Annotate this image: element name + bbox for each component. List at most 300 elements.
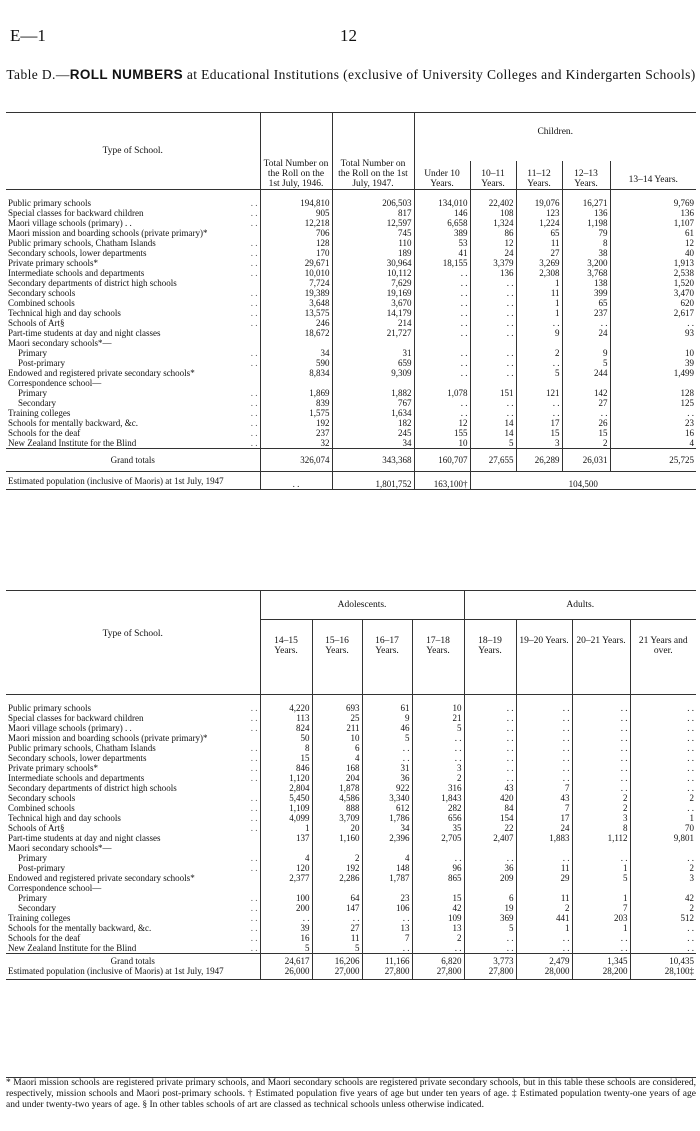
- row-label: [6, 743, 260, 753]
- table-row: [6, 803, 696, 813]
- table-title: [6, 66, 696, 83]
- table-cell: . .: [414, 268, 470, 278]
- table-cell: 113: [260, 713, 312, 723]
- table-cell: 420: [464, 793, 516, 803]
- row-label: [6, 883, 260, 893]
- table-cell: 888: [312, 803, 362, 813]
- table-cell: 2: [412, 773, 464, 783]
- table-cell: 2: [572, 803, 630, 813]
- leader-dots: . .: [250, 902, 258, 913]
- table-cell: 123: [516, 208, 562, 218]
- table-cell: 14: [470, 418, 516, 428]
- table-cell: 25: [312, 713, 362, 723]
- row-label: [6, 298, 260, 308]
- table-cell: . .: [516, 408, 562, 418]
- row-label: [6, 833, 260, 843]
- col-header: 11–12 Years.: [516, 161, 562, 190]
- table-cell: [630, 843, 696, 853]
- table-cell: 316: [412, 783, 464, 793]
- table-cell: 29: [516, 873, 572, 883]
- table-cell: . .: [414, 328, 470, 338]
- row-label-text: Public primary schools, Chatham Islands: [8, 237, 156, 248]
- table-row: [6, 823, 696, 833]
- table-cell: 20: [312, 823, 362, 833]
- table-cell: . .: [516, 933, 572, 943]
- table-cell: 134,010: [414, 190, 470, 208]
- table-cell: 137: [260, 833, 312, 843]
- table-cell: . .: [516, 943, 572, 954]
- col-header: 19–20 Years.: [516, 620, 572, 695]
- table-row: [6, 248, 696, 258]
- table-cell: 2,538: [610, 268, 696, 278]
- row-label-text: Maori village schools (primary) . .: [8, 722, 132, 733]
- row-label-text: Post-primary: [18, 862, 65, 873]
- estimated-population-row: [6, 966, 696, 980]
- leader-dots: . .: [250, 267, 258, 278]
- table-cell: 2: [516, 903, 572, 913]
- table-cell: [362, 843, 412, 853]
- table-cell: 155: [414, 428, 470, 438]
- table-cell: 21,727: [332, 328, 414, 338]
- table-cell: . .: [362, 913, 412, 923]
- grand-total-cell: 326,074: [260, 448, 332, 471]
- table-cell: 93: [610, 328, 696, 338]
- table-row: [6, 428, 696, 438]
- leader-dots: . .: [250, 247, 258, 258]
- table-cell: 18,155: [414, 258, 470, 268]
- row-label-text: Secondary departments of district high schools: [8, 277, 177, 288]
- table-cell: 237: [260, 428, 332, 438]
- table-cell: 15: [260, 753, 312, 763]
- row-label-text: Maori village schools (primary) . .: [8, 217, 132, 228]
- row-label-text: Primary: [18, 852, 47, 863]
- table-cell: . .: [630, 695, 696, 713]
- table-cell: 16: [260, 933, 312, 943]
- table-cell: 3,768: [562, 268, 610, 278]
- table-cell: . .: [414, 298, 470, 308]
- table-cell: . .: [630, 743, 696, 753]
- table-cell: 1: [516, 923, 572, 933]
- table-row: [6, 218, 696, 228]
- table-cell: 6,658: [414, 218, 470, 228]
- table-cell: 7: [362, 933, 412, 943]
- table-cell: 7: [516, 803, 572, 813]
- table-cell: [414, 338, 470, 348]
- row-label-text: Secondary: [18, 902, 56, 913]
- table-cell: . .: [362, 943, 412, 954]
- row-label: [6, 318, 260, 328]
- table-cell: 203: [572, 913, 630, 923]
- table-row: [6, 913, 696, 923]
- row-label-text: Private primary schools*: [8, 257, 98, 268]
- table-cell: 8: [562, 238, 610, 248]
- row-label: [6, 398, 260, 408]
- table-cell: 7,724: [260, 278, 332, 288]
- table-cell: 846: [260, 763, 312, 773]
- table-cell: 10: [412, 695, 464, 713]
- row-label-text: New Zealand Institute for the Blind: [8, 437, 137, 448]
- row-label: [6, 893, 260, 903]
- grand-total-cell: 3,773: [464, 953, 516, 966]
- table-cell: 189: [332, 248, 414, 258]
- table-cell: . .: [464, 695, 516, 713]
- col-header: 14–15 Years.: [260, 620, 312, 695]
- row-label-text: Public primary schools: [8, 702, 91, 713]
- table-cell: 43: [464, 783, 516, 793]
- roll-table-adolescents-adults: [6, 590, 696, 980]
- row-label-text: Maori mission and boarding schools (private primary)*: [8, 732, 208, 743]
- table-cell: 9: [362, 713, 412, 723]
- table-cell: 30,964: [332, 258, 414, 268]
- table-cell: 5: [470, 438, 516, 449]
- table-cell: [332, 378, 414, 388]
- leader-dots: . .: [250, 387, 258, 398]
- table-cell: 3: [412, 763, 464, 773]
- estimated-population-label: Estimated population (inclusive of Maoris) at 1st July, 1947: [8, 475, 224, 486]
- table-cell: [516, 338, 562, 348]
- row-label-text: Maori secondary schools*—: [8, 842, 112, 853]
- table-cell: 282: [412, 803, 464, 813]
- table-cell: 11: [312, 933, 362, 943]
- table-cell: 22: [464, 823, 516, 833]
- grand-total-cell: 26,289: [516, 448, 562, 471]
- table-cell: 922: [362, 783, 412, 793]
- row-label: [6, 723, 260, 733]
- table-cell: 61: [610, 228, 696, 238]
- table-cell: 147: [312, 903, 362, 913]
- table-row: [6, 783, 696, 793]
- type-of-school-header: Type of School.: [102, 146, 163, 156]
- table-row: [6, 338, 696, 348]
- table-cell: [610, 338, 696, 348]
- row-label: [6, 923, 260, 933]
- table-cell: 1,107: [610, 218, 696, 228]
- grand-totals-row: [6, 448, 696, 471]
- grand-totals-label: Grand totals: [110, 956, 155, 966]
- leader-dots: . .: [250, 702, 258, 713]
- table-row: [6, 348, 696, 358]
- row-label: [6, 428, 260, 438]
- row-label-text: Public primary schools: [8, 197, 91, 208]
- table-cell: 16,271: [562, 190, 610, 208]
- table-cell: . .: [470, 308, 516, 318]
- table-cell: . .: [630, 853, 696, 863]
- row-label-text: Correspondence school—: [8, 377, 102, 388]
- table-row: [6, 258, 696, 268]
- row-label-text: Special classes for backward children: [8, 712, 144, 723]
- table-cell: 214: [332, 318, 414, 328]
- row-label: [6, 358, 260, 368]
- table-cell: 824: [260, 723, 312, 733]
- table-cell: . .: [464, 753, 516, 763]
- table-row: [6, 268, 696, 278]
- table-cell: 2: [630, 903, 696, 913]
- table-cell: . .: [362, 753, 412, 763]
- table-cell: 1,120: [260, 773, 312, 783]
- table-cell: 1: [572, 893, 630, 903]
- table-cell: 11: [516, 288, 562, 298]
- leader-dots: . .: [250, 912, 258, 923]
- table-cell: . .: [516, 358, 562, 368]
- table-cell: 138: [562, 278, 610, 288]
- table-cell: . .: [516, 723, 572, 733]
- table-cell: 2,286: [312, 873, 362, 883]
- row-label-text: Combined schools: [8, 297, 75, 308]
- leader-dots: . .: [250, 407, 258, 418]
- table-cell: . .: [562, 318, 610, 328]
- row-label: [6, 863, 260, 873]
- est-population-cell: 28,000: [516, 966, 572, 980]
- table-cell: 1,869: [260, 388, 332, 398]
- col-header: Under 10 Years.: [414, 161, 470, 190]
- table-row: [6, 398, 696, 408]
- table-cell: . .: [572, 943, 630, 954]
- table-cell: 39: [610, 358, 696, 368]
- table-row: [6, 408, 696, 418]
- leader-dots: . .: [250, 287, 258, 298]
- row-label-text: Part-time students at day and night classes: [8, 327, 161, 338]
- table-cell: 24: [516, 823, 572, 833]
- table-cell: 2: [312, 853, 362, 863]
- footnotes: * Maori mission schools are registered private primary schools, and Maori secondary schools are registered private secondary schools, but in this table these schools are considered, respectively, mission schools and Maori post-primary schools. † Estimated population five years of age but under ten years of age. ‡ Estimated population twenty-one years of age and under twenty-two years of age. § In other tables schools of art are classed as technical schools unless otherwise indicated.: [6, 1078, 696, 1110]
- table-cell: 512: [630, 913, 696, 923]
- col-header: 17–18 Years.: [412, 620, 464, 695]
- row-label-text: Primary: [18, 347, 47, 358]
- table-cell: 96: [412, 863, 464, 873]
- table-cell: 3: [516, 438, 562, 449]
- table-row: [6, 933, 696, 943]
- table-cell: [516, 883, 572, 893]
- table-cell: 6: [464, 893, 516, 903]
- table-cell: 154: [464, 813, 516, 823]
- row-label-text: Endowed and registered private secondary schools*: [8, 872, 195, 883]
- table-cell: . .: [630, 783, 696, 793]
- table-cell: 19,169: [332, 288, 414, 298]
- table-row: [6, 368, 696, 378]
- table-cell: [260, 843, 312, 853]
- table-cell: [630, 883, 696, 893]
- table-row: [6, 328, 696, 338]
- table-cell: 9,769: [610, 190, 696, 208]
- table-cell: 35: [412, 823, 464, 833]
- row-label: [6, 418, 260, 428]
- row-label: [6, 368, 260, 378]
- table-cell: 3,340: [362, 793, 412, 803]
- table-cell: 1,324: [470, 218, 516, 228]
- row-label: [6, 248, 260, 258]
- row-label-text: Primary: [18, 892, 47, 903]
- table-cell: 399: [562, 288, 610, 298]
- table-cell: . .: [572, 783, 630, 793]
- leader-dots: . .: [250, 197, 258, 208]
- table-row: [6, 288, 696, 298]
- table-cell: 246: [260, 318, 332, 328]
- table-cell: [412, 843, 464, 853]
- row-label: [6, 773, 260, 783]
- table-cell: . .: [610, 318, 696, 328]
- table-cell: . .: [414, 318, 470, 328]
- table-cell: . .: [630, 943, 696, 954]
- row-label: [6, 783, 260, 793]
- row-label: [6, 695, 260, 713]
- col-header: 16–17 Years.: [362, 620, 412, 695]
- table-cell: 24: [470, 248, 516, 258]
- title-rest: at Educational Institutions (exclusive of University Colleges and Kindergarten Schools): [183, 67, 696, 82]
- table-row: [6, 843, 696, 853]
- table-cell: 21: [412, 713, 464, 723]
- table-cell: [414, 378, 470, 388]
- leader-dots: . .: [250, 852, 258, 863]
- table-cell: 13: [362, 923, 412, 933]
- table-cell: . .: [412, 743, 464, 753]
- table-cell: . .: [412, 943, 464, 954]
- table-cell: . .: [414, 368, 470, 378]
- row-label: [6, 258, 260, 268]
- table-row: [6, 238, 696, 248]
- table-cell: 7: [572, 903, 630, 913]
- row-label: [6, 228, 260, 238]
- table-cell: 4: [312, 753, 362, 763]
- table-cell: 4,586: [312, 793, 362, 803]
- row-label-text: Secondary schools, lower departments: [8, 247, 147, 258]
- table-cell: 18,672: [260, 328, 332, 338]
- table-cell: 136: [470, 268, 516, 278]
- table-cell: 13: [412, 923, 464, 933]
- table-cell: 2,804: [260, 783, 312, 793]
- table-cell: . .: [464, 763, 516, 773]
- est-population-cell: 27,800: [464, 966, 516, 980]
- table-cell: . .: [516, 753, 572, 763]
- table-cell: 693: [312, 695, 362, 713]
- table-cell: 612: [362, 803, 412, 813]
- table-cell: 237: [562, 308, 610, 318]
- table-row: [6, 228, 696, 238]
- leader-dots: . .: [250, 237, 258, 248]
- table-cell: . .: [516, 763, 572, 773]
- table-cell: 65: [562, 298, 610, 308]
- table-cell: . .: [414, 288, 470, 298]
- title-bold: ROLL NUMBERS: [69, 67, 184, 82]
- table-cell: 10: [610, 348, 696, 358]
- table-row: [6, 298, 696, 308]
- est-population-cell: 27,000: [312, 966, 362, 980]
- row-label-text: Endowed and registered private secondary schools*: [8, 367, 195, 378]
- table-cell: 19: [464, 903, 516, 913]
- table-cell: [312, 843, 362, 853]
- table-row: [6, 418, 696, 428]
- table-row: [6, 208, 696, 218]
- row-label-text: Special classes for backward children: [8, 207, 144, 218]
- table-cell: 5: [412, 723, 464, 733]
- table-cell: 5: [464, 923, 516, 933]
- row-label: [6, 763, 260, 773]
- row-label-text: Public primary schools, Chatham Islands: [8, 742, 156, 753]
- row-label: [6, 813, 260, 823]
- row-label-text: Intermediate schools and departments: [8, 772, 145, 783]
- table-cell: 1,882: [332, 388, 414, 398]
- table-cell: 27: [516, 248, 562, 258]
- table-cell: . .: [630, 923, 696, 933]
- adults-header: Adults.: [464, 591, 696, 620]
- table-cell: . .: [572, 713, 630, 723]
- total-1946-header: Total Number on the Roll on the 1st July, 1946.: [260, 113, 332, 190]
- table-cell: . .: [572, 733, 630, 743]
- table-cell: 1: [516, 308, 562, 318]
- leader-dots: . .: [250, 752, 258, 763]
- table-cell: 1,198: [562, 218, 610, 228]
- row-label: [6, 378, 260, 388]
- row-label: [6, 793, 260, 803]
- est-10-14-cell: 104,500: [470, 471, 696, 489]
- table-cell: 23: [362, 893, 412, 903]
- row-label: [6, 943, 260, 954]
- row-label: [6, 268, 260, 278]
- grand-total-cell: 10,435: [630, 953, 696, 966]
- table-cell: 5: [516, 368, 562, 378]
- table-cell: 26: [562, 418, 610, 428]
- row-label-text: Training colleges: [8, 912, 71, 923]
- grand-total-cell: 16,206: [312, 953, 362, 966]
- table-cell: 31: [332, 348, 414, 358]
- table-row: [6, 318, 696, 328]
- table-cell: 5: [312, 943, 362, 954]
- table-cell: . .: [572, 743, 630, 753]
- table-cell: 2,617: [610, 308, 696, 318]
- table-cell: . .: [470, 318, 516, 328]
- table-cell: . .: [414, 308, 470, 318]
- table-row: [6, 863, 696, 873]
- table-cell: 2: [562, 438, 610, 449]
- table-cell: 12: [470, 238, 516, 248]
- table-cell: 5,450: [260, 793, 312, 803]
- total-1947-header: Total Number on the Roll on the 1st July, 1947.: [332, 113, 414, 190]
- table-cell: . .: [464, 733, 516, 743]
- est-under10-cell: 163,100†: [414, 471, 470, 489]
- leader-dots: . .: [250, 862, 258, 873]
- leader-dots: . .: [250, 942, 258, 953]
- table-cell: . .: [470, 368, 516, 378]
- table-cell: 14,179: [332, 308, 414, 318]
- table-cell: 244: [562, 368, 610, 378]
- grand-total-cell: 27,655: [470, 448, 516, 471]
- table-cell: 706: [260, 228, 332, 238]
- table-cell: 1,843: [412, 793, 464, 803]
- table-cell: 4,220: [260, 695, 312, 713]
- leader-dots: . .: [250, 297, 258, 308]
- table-cell: 389: [414, 228, 470, 238]
- table-cell: 27: [312, 923, 362, 933]
- table-cell: 5: [362, 733, 412, 743]
- table-cell: 1,883: [516, 833, 572, 843]
- row-label-text: Schools for the deaf: [8, 932, 81, 943]
- table-cell: 1: [572, 923, 630, 933]
- leader-dots: . .: [250, 772, 258, 783]
- row-label-text: Secondary: [18, 397, 56, 408]
- table-cell: 590: [260, 358, 332, 368]
- table-cell: . .: [516, 318, 562, 328]
- table-cell: 3,379: [470, 258, 516, 268]
- table-cell: 36: [464, 863, 516, 873]
- est-population-cell: 27,800: [362, 966, 412, 980]
- row-label-text: Part-time students at day and night classes: [8, 832, 161, 843]
- table-cell: [260, 378, 332, 388]
- leader-dots: . .: [250, 762, 258, 773]
- table-cell: 2,308: [516, 268, 562, 278]
- table-cell: 10: [414, 438, 470, 449]
- leader-dots: . .: [250, 317, 258, 328]
- table-cell: 200: [260, 903, 312, 913]
- table-cell: 120: [260, 863, 312, 873]
